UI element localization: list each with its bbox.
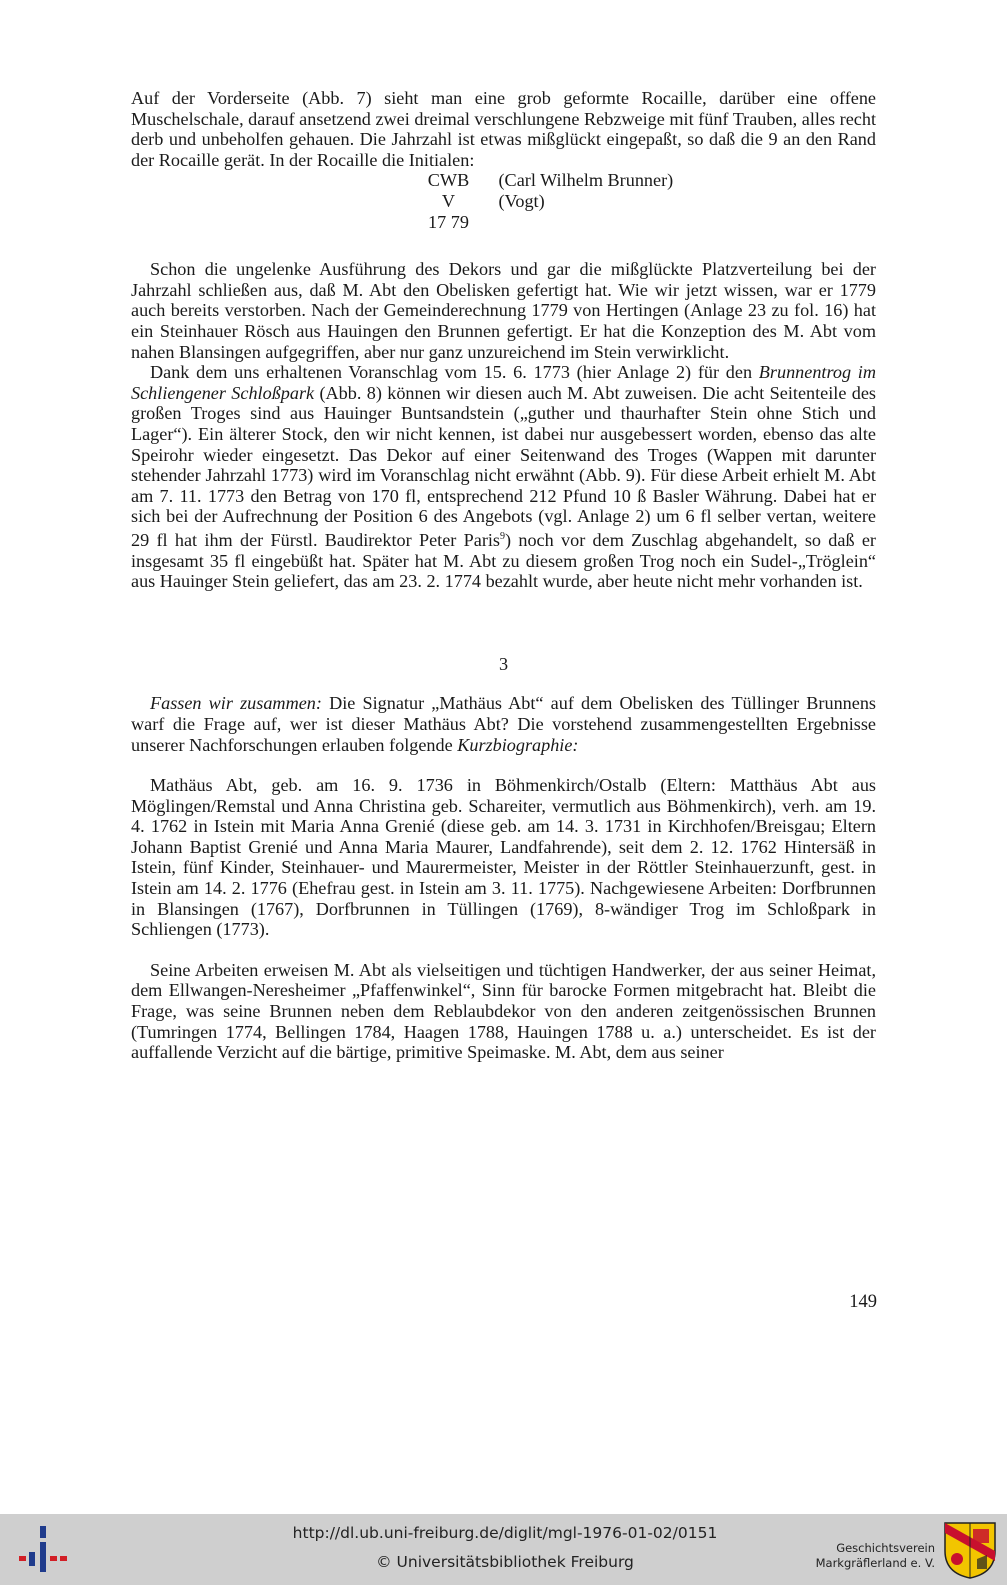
copyright-text: © Universitätsbibliothek Freiburg [376, 1553, 634, 1571]
initials-cwb: CWB [427, 170, 470, 191]
paragraph-3: Dank dem uns erhaltenen Voranschlag vom 15. 6. 1773 (hier Anlage 2) für den Brunnentrog im Schliengener Schloßpark (Abb. 8) können wir diesen auch M. Abt zuweisen. Die acht Seitenteile des großen Troges sind aus Hauinger Buntsandstein („guther und thaurhafter Stein ohne Stich und Lager“). Ein älterer Stock, den wir nicht kennen, ist dabei nur ausgebessert worden, ebenso das alte Speirohr wieder eingesetzt. Das Dekor auf einer Seitenwand des Troges (Wappen mit darunter stehender Jahrzahl 1773) wird im Voranschlag nicht erwähnt (Abb. 9). Für diese Arbeit erhielt M. Abt am 7. 11. 1773 den Betrag von 170 fl, entsprechend 212 Pfund 10 ß Basler Währung. Dabei hat er sich bei der Aufrechnung der Position 6 des Angebots (vgl. Anlage 2) um 6 fl selber vertan, weitere 29 fl hat ihm der Fürstl. Baudirektor Peter Paris$^9$) noch vor dem Zuschlag abgehandelt, so daß er insgesamt 35 fl eingebüßt hat. Später hat M. Abt zu diesem großen Trog noch ein Sudel-„Tröglein“ aus Hauinger Stein geliefert, das am 23. 2. 1774 bezahlt wurde, aber heute nicht mehr vorhanden ist. [131, 362, 876, 592]
society-name: Geschichtsverein Markgräflerland e. V. [815, 1541, 935, 1570]
page-body [131, 88, 876, 1063]
paragraph-2: Schon die ungelenke Ausführung des Dekors und gar die mißglückte Platzverteilung bei der Jahrzahl schließen aus, daß M. Abt den Obelisken gefertigt hat. Wie wir jetzt wissen, war er 1779 auch bereits verstorben. Nach der Gemeinderechnung 1779 von Hertingen (Anlage 23 zu fol. 16) hat ein Steinhauer Rösch aus Hauingen den Brunnen gefertigt. Er hat die Konzeption des M. Abt vom nahen Blansingen aufgegriffen, aber nur ganz unzureichend im Stein verwirklicht. [131, 259, 876, 362]
emphasis-fassen: Fassen wir zusammen: [150, 693, 322, 714]
page-number: 149 [849, 1292, 877, 1312]
initials-block [271, 170, 876, 232]
footnote-marker: 9 [500, 530, 506, 542]
initials-v: V [441, 190, 456, 211]
document-url-link[interactable]: http://dl.ub.uni-freiburg.de/diglit/mgl-1976-01-02/0151 [292, 1524, 718, 1542]
ub-freiburg-logo-icon [18, 1524, 68, 1576]
footer-bar [0, 1514, 1007, 1585]
initials-v-note: (Vogt) [498, 190, 545, 211]
paragraph-1: Auf der Vorderseite (Abb. 7) sieht man eine grob geformte Rocaille, darüber eine offene Muschelschale, darauf ansetzend zwei dreimal verschlungene Rebzweige mit fünf Trauben, alles recht derb und unbeholfen gehauen. Die Jahrzahl ist etwas mißglückt eingepaßt, so daß die 9 an den Rand der Rocaille gerät. In der Rocaille die Initialen: [131, 88, 876, 170]
section-number: 3 [498, 653, 509, 674]
coat-of-arms-icon [943, 1521, 997, 1579]
paragraph-4: Fassen wir zusammen: Die Signatur „Mathäus Abt“ auf dem Obelisken des Tüllinger Brunnens warf die Frage auf, wer ist dieser Mathäus Abt? Die vorstehend zusammengestellten Ergebnisse unserer Nachforschungen erlauben folgende Kurzbiographie: [131, 693, 876, 755]
emphasis-brunnentrog: Brunnentrog im Schliengener Schloßpark [131, 362, 876, 403]
emphasis-kurzbiographie: Kurzbiographie: [457, 734, 579, 755]
initials-year: 17 79 [428, 211, 469, 232]
initials-cwb-note: (Carl Wilhelm Brunner) [498, 170, 674, 191]
paragraph-6: Seine Arbeiten erweisen M. Abt als vielseitigen und tüchtigen Handwerker, der aus seiner Heimat, dem Ellwangen-Neresheimer „Pfaffenwinkel“, Sinn für barocke Formen mitgebracht hat. Bleibt die Frage, was seine Brunnen neben dem Reblaubdekor von den anderen zeitgenössischen Brunnen (Tumringen 1774, Bellingen 1784, Haagen 1788, Hauingen 1788 u. a.) unterscheidet. Es ist der auffallende Verzicht auf die bärtige, primitive Speimaske. M. Abt, dem aus seiner [131, 959, 876, 1063]
paragraph-5: Mathäus Abt, geb. am 16. 9. 1736 in Böhmenkirch/Ostalb (Eltern: Matthäus Abt aus Möglingen/Remstal und Anna Christina geb. Schareiter, vermutlich aus Böhmenkirch), verh. am 19. 4. 1762 in Istein mit Maria Anna Grenié (diese geb. am 14. 3. 1731 in Kirchhofen/Breisgau; Eltern Johann Baptist Grenié und Anna Maria Maurer, Landfahrende), seit dem 2. 12. 1762 Hintersäß in Istein, fünf Kinder, Steinhauer- und Maurermeister, Meister in der Röttler Steinhauerzunft, gest. in Istein am 14. 2. 1776 (Ehefrau gest. in Istein am 3. 11. 1775). Nachgewiesene Arbeiten: Dorfbrunnen in Blansingen (1767), Dorfbrunnen in Tüllingen (1769), 8-wändiger Trog im Schloßpark in Schliengen (1773). [131, 775, 876, 940]
